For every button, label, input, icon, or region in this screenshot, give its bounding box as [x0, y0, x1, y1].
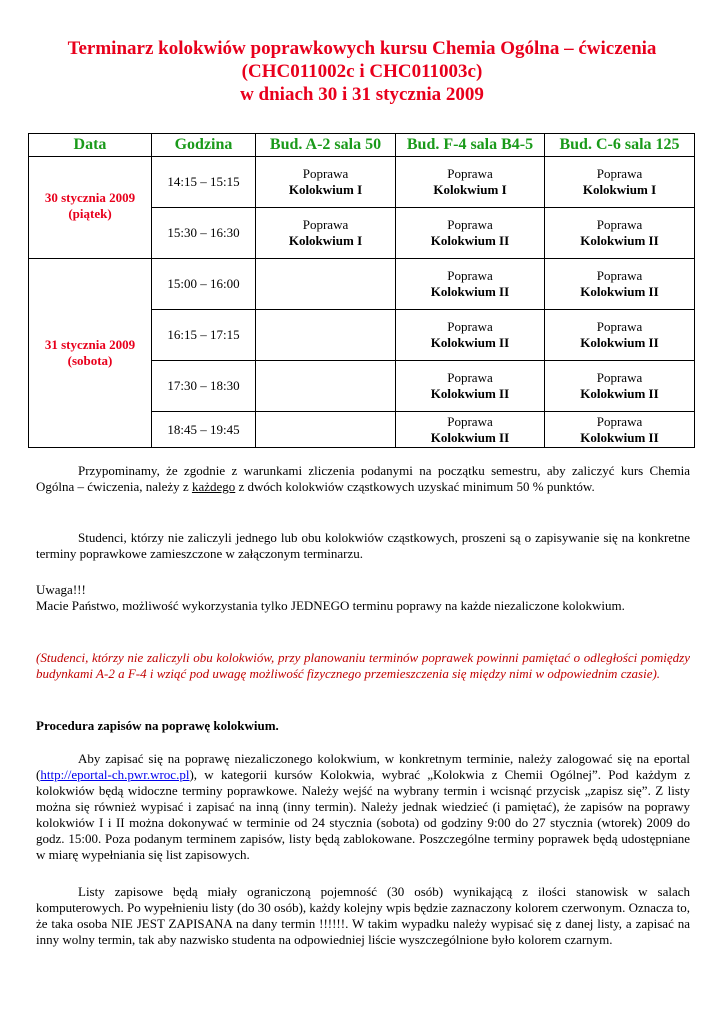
document-title: [0, 37, 724, 106]
slot-cell: Poprawa Kolokwium II: [545, 361, 695, 412]
time-cell: 15:30 – 16:30: [152, 208, 256, 259]
table-row: [29, 157, 695, 208]
paragraph-lists: Listy zapisowe będą miały ograniczoną pojemność (30 osób) wynikającą z ilości stanowisk w salach komputerowych. Po wypełnieniu listy (do 30 osób), każdy kolejny wpis będzie zaznaczony kolorem czerwonym. Oznacza to, że taka osoba NIE JEST ZAPISANA na dany termin !!!!!!. W takim wypadku należy wypisać się z danej listy, a zapisać na inny wolny termin, tak aby nazwisko studenta na odpowiedniej liście wyszczególnione było kolorem czarnym.: [36, 884, 690, 947]
underlined-word: każdego: [191, 479, 236, 494]
day-cell: [29, 259, 152, 448]
header-date: Data: [29, 134, 152, 157]
header-room-f4: Bud. F-4 sala B4-5: [396, 134, 545, 157]
section-heading: Procedura zapisów na poprawę kolokwium.: [36, 718, 279, 733]
title-line-3: w dniach 30 i 31 stycznia 2009: [240, 84, 484, 105]
slot-cell: Poprawa Kolokwium I: [256, 157, 396, 208]
slot-cell: Poprawa Kolokwium II: [545, 208, 695, 259]
time-cell: 15:00 – 16:00: [152, 259, 256, 310]
slot-cell: [256, 412, 396, 448]
slot-cell: Poprawa Kolokwium II: [396, 208, 545, 259]
slot-cell: Poprawa Kolokwium I: [545, 157, 695, 208]
slot-cell: [256, 310, 396, 361]
paragraph-italic-note: (Studenci, którzy nie zaliczyli obu kolokwiów, przy planowaniu terminów poprawek powinni pamiętać o odległości pomiędzy budynkami A-2 a F-4 i wziąć pod uwagę możliwość fizycznego przemieszczenia się między nimi w odpowiednim czasie).: [36, 650, 690, 681]
notice-label: Uwaga!!!: [36, 582, 86, 597]
slot-cell: Poprawa Kolokwium I: [256, 208, 396, 259]
slot-cell: Poprawa Kolokwium II: [545, 310, 695, 361]
time-cell: 14:15 – 15:15: [152, 157, 256, 208]
table-row: [29, 259, 695, 310]
header-room-c6: Bud. C-6 sala 125: [545, 134, 695, 157]
slot-cell: Poprawa Kolokwium II: [396, 361, 545, 412]
slot-cell: Poprawa Kolokwium I: [396, 157, 545, 208]
time-cell: 17:30 – 18:30: [152, 361, 256, 412]
title-line-2: (CHC011002c i CHC011003c): [241, 61, 483, 82]
day-weekday: (sobota): [67, 353, 113, 368]
day-date: 30 stycznia 2009: [44, 190, 136, 205]
paragraph-reminder: Przypominamy, że zgodnie z warunkami zliczenia podanymi na początku semestru, aby zaliczyć kurs Chemia Ogólna – ćwiczenia, należy z każdego z dwóch kolokwiów cząstkowych uzyskać minimum 50 % punktów.: [36, 463, 690, 494]
slot-cell: Poprawa Kolokwium II: [545, 259, 695, 310]
time-cell: 16:15 – 17:15: [152, 310, 256, 361]
header-time: Godzina: [152, 134, 256, 157]
paragraph-students: Studenci, którzy nie zaliczyli jednego lub obu kolokwiów cząstkowych, proszeni są o zapisywanie się na konkretne terminy poprawkowe zamieszczone w załączonym terminarzu.: [36, 530, 690, 561]
table-header-row: [29, 134, 695, 157]
slot-cell: Poprawa Kolokwium II: [396, 310, 545, 361]
eportal-link[interactable]: http://eportal-ch.pwr.wroc.pl: [40, 767, 190, 782]
day-date: 31 stycznia 2009: [44, 337, 136, 352]
day-cell: [29, 157, 152, 259]
title-line-1: Terminarz kolokwiów poprawkowych kursu Chemia Ogólna – ćwiczenia: [67, 38, 657, 59]
paragraph-procedure: Aby zapisać się na poprawę niezaliczonego kolokwium, w konkretnym terminie, należy zalogować się na eportal (http://eportal-ch.pwr.wroc.pl), w kategorii kursów Kolokwia, wybrać „Kolokwia z Chemii Ogólnej”. Pod każdym z kolokwiów będą widoczne terminy poprawkowe. Należy wejść na wybrany termin i wcisnąć przycisk „zapisz się”. Z listy można się również wypisać i zapisać na inną (inny termin). Należy jednak wiedzieć (i pamiętać), że zapisów na poprawy kolokwiów I i II można dokonywać w terminie od 24 stycznia (sobota) od godziny 9:00 do 27 stycznia (wtorek) 2009 do godz. 15:00. Poza podanym terminem zapisów, listy będą zablokowane. Poszczególne terminy poprawek będą udostępniane w miarę wypełniania się list zapisowych.: [36, 751, 690, 862]
notice-block: [36, 582, 690, 614]
slot-cell: [256, 259, 396, 310]
slot-cell: Poprawa Kolokwium II: [396, 259, 545, 310]
slot-cell: Poprawa Kolokwium II: [396, 412, 545, 448]
slot-cell: [256, 361, 396, 412]
schedule-table: [28, 133, 695, 448]
day-weekday: (piątek): [68, 206, 112, 221]
time-cell: 18:45 – 19:45: [152, 412, 256, 448]
header-room-a2: Bud. A-2 sala 50: [256, 134, 396, 157]
slot-cell: Poprawa Kolokwium II: [545, 412, 695, 448]
notice-text: Macie Państwo, możliwość wykorzystania tylko JEDNEGO terminu poprawy na każde niezaliczone kolokwium.: [36, 598, 625, 613]
